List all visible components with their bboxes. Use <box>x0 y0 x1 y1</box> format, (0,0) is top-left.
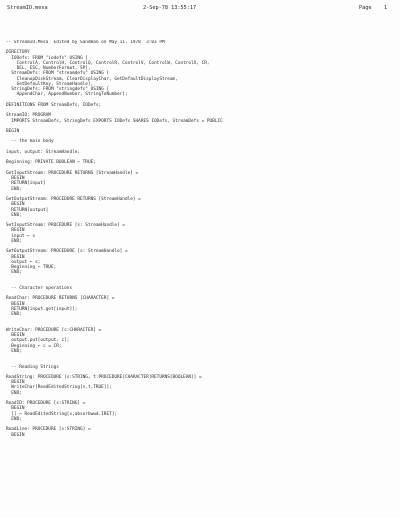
code-line: END; <box>6 390 22 396</box>
code-line: DEFINITIONS FROM StreamDefs, IODefs; <box>6 102 102 108</box>
code-line: BEGIN <box>6 254 25 260</box>
code-line: Beginning: PRIVATE BOOLEAN ← TRUE; <box>6 160 96 166</box>
code-line: BEGIN <box>6 333 25 339</box>
code-line: RETURN[input] <box>6 181 46 187</box>
code-line: DEL, ESC, NumberFormat, SP], <box>6 66 91 72</box>
code-line: ReadString: PROCEDURE [s:STRING, t:PROCEDURE[CHARACTER]RETURNS[BOOLEAN]] = <box>6 375 202 380</box>
code-line: ControlA, ControlH, ControlQ, ControlR, ControlV, ControlW, ControlX, CR, <box>6 60 210 66</box>
code-line: DIRECTORY <box>6 50 30 56</box>
code-line: END; <box>6 416 22 422</box>
code-line: BEGIN <box>6 128 20 134</box>
code-line: ReadLine: PROCEDURE [s:STRING] = <box>6 427 91 433</box>
code-line: SetOutputStream: PROCEDURE [s: StreamHandle] = <box>6 249 128 255</box>
code-line: IODefs: FROM "iodefs" USING [ <box>6 55 88 61</box>
code-line: output.put[output, c]; <box>6 338 70 344</box>
code-line: output ← s; <box>6 259 41 265</box>
code-line: RETURN[output] <box>6 207 49 213</box>
code-line: WriteChar[ReadEditedString[s,t,TRUE]]; <box>6 385 112 391</box>
code-line: BEGIN <box>6 228 25 234</box>
code-line: END; <box>6 212 22 218</box>
code-line: -- StreamIO.Mesa Edited by Sandman on May 11, 1978 3:03 PM <box>6 40 165 45</box>
code-line: BEGIN <box>6 301 25 307</box>
code-line: [] ← ReadEditedString[s,absorbwwd.IRET]; <box>6 411 118 417</box>
code-line: CleanupDiskStream, ClearDisplayChar, GetDefaultDisplayStream, <box>6 76 178 82</box>
code-line: END; <box>6 238 22 244</box>
code-line: RETURN[input.get[input]]; <box>6 306 78 312</box>
code-line: -- Reading Strings <box>6 364 59 370</box>
print-date: 2-Sep-78 13:55:17 <box>143 5 197 11</box>
code-line: SetInputStream: PROCEDURE [s: StreamHandle] = <box>6 223 125 229</box>
code-line: GetDefaultKey, StreamHandle], <box>6 81 94 87</box>
code-line: StreamDefs: FROM "streamdefs" USING [ <box>6 71 110 77</box>
code-line: -- Character operations <box>6 286 73 292</box>
code-line: WriteChar: PROCEDURE [c:CHARACTER] = <box>6 327 102 333</box>
code-line: ReadID: PROCEDURE [s:STRING] = <box>6 401 86 407</box>
page-number: Page 1 <box>359 5 388 11</box>
code-line: -- the main body <box>6 139 54 145</box>
code-line: GetOutputStream: PROCEDURE RETURNS [StreamHandle] = <box>6 197 141 203</box>
code-line: END; <box>6 270 22 276</box>
code-line: BEGIN <box>6 202 25 208</box>
code-line: BEGIN <box>6 380 25 386</box>
code-line: END; <box>6 312 22 318</box>
file-name: StreamIO.mesa <box>7 5 48 11</box>
code-line: input ← s <box>6 233 36 239</box>
code-line: input, output: StreamHandle; <box>6 149 81 155</box>
code-line: StringDefs: FROM "stringdefs" USING [ <box>6 87 110 93</box>
code-line: END; <box>6 348 22 354</box>
code-line: Beginning ← c = CR; <box>6 343 62 349</box>
code-line: END; <box>6 186 22 192</box>
code-line: BEGIN <box>6 176 25 182</box>
code-line: Beginning ← TRUE; <box>6 265 57 271</box>
code-line: StreamIO: PROGRAM <box>6 113 51 119</box>
code-line: ReadChar: PROCEDURE RETURNS [CHARACTER] = <box>6 296 115 302</box>
code-line: AppendChar, AppendNumber, StringToNumber]; <box>6 92 128 98</box>
code-line: BEGIN <box>6 406 25 412</box>
code-line: IMPORTS StreamDefs, StringDefs EXPORTS IODefs SHARES IODefs, StreamDefs = PUBLIC <box>6 118 223 124</box>
code-line: BEGIN <box>6 432 25 438</box>
code-listing <box>6 40 394 438</box>
code-line: GetInputStream: PROCEDURE RETURNS [StreamHandle] = <box>6 170 139 176</box>
